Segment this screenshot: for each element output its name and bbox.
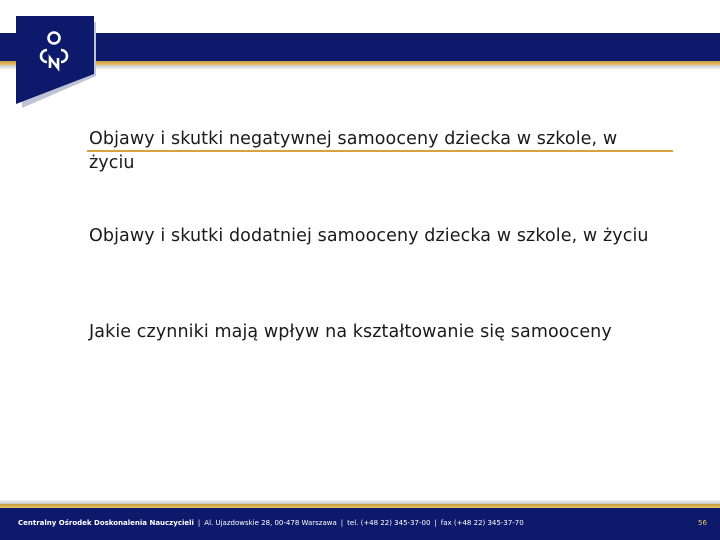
bullet-item-1: Objawy i skutki negatywnej samooceny dziecka w szkole, w życiu	[89, 129, 618, 173]
footer-separator: |	[434, 519, 437, 527]
codn-logo	[16, 16, 96, 108]
header-banner	[0, 33, 720, 61]
footer-phone: tel. (+48 22) 345-37-00	[347, 519, 431, 527]
footer-contact	[18, 519, 658, 527]
bullet-item-3: Jakie czynniki mają wpływ na kształtowanie się samooceny	[89, 322, 612, 342]
footer-separator: |	[197, 519, 201, 527]
header-grey-stripe	[0, 65, 720, 69]
footer-separator: |	[340, 519, 344, 527]
bullet-item-2: Objawy i skutki dodatniej samooceny dziecka w szkole, w życiu	[89, 226, 649, 246]
page-number: 56	[698, 519, 707, 527]
footer-address: Al. Ujazdowskie 28, 00-478 Warszawa	[204, 519, 337, 527]
footer-org-name: Centralny Ośrodek Doskonalenia Nauczycieli	[18, 519, 194, 527]
footer-fax: fax (+48 22) 345-37-70	[440, 519, 524, 527]
